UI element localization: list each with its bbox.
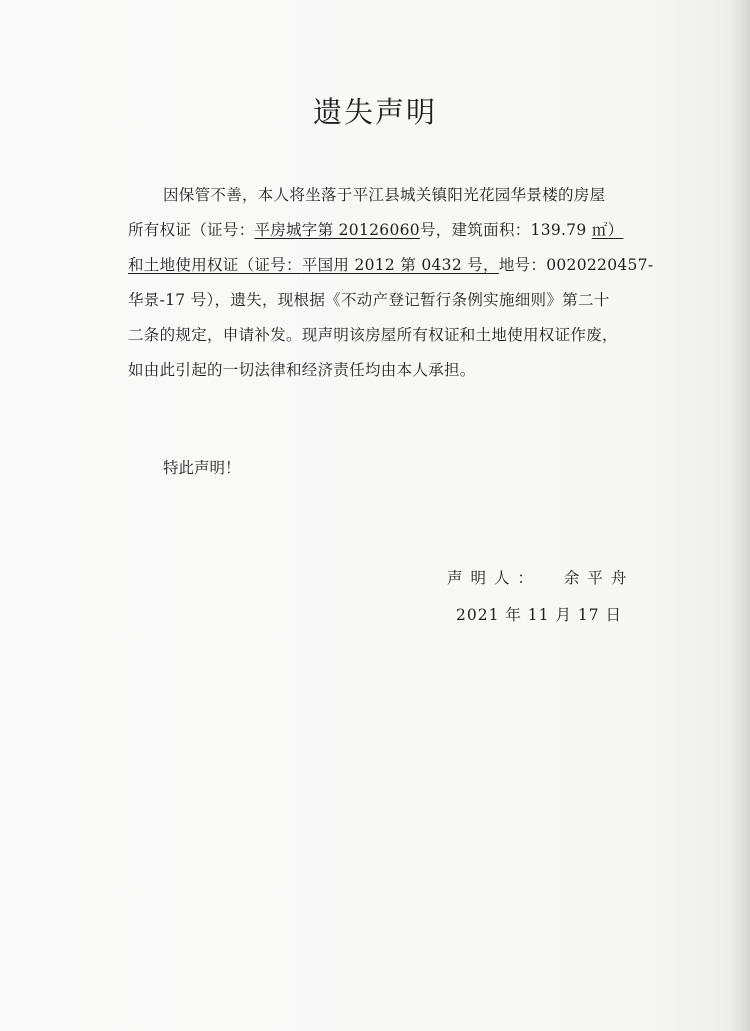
- land-certificate-prefix: 和土地使用权证（证号：: [128, 256, 302, 274]
- body-line-2-prefix: 所有权证（证号：: [128, 221, 255, 239]
- document-title: 遗失声明: [312, 95, 437, 129]
- body-line-6: 如由此引起的一切法律和经济责任均由本人承担。: [128, 361, 476, 379]
- land-certificate-number: 平国用 2012 第 0432 号，: [301, 256, 499, 274]
- land-parcel-number: 地号：0020220457-: [498, 256, 654, 274]
- body-line-4: 华景-17 号），遗失，现根据《不动产登记暂行条例实施细则》第二十: [128, 291, 610, 309]
- document-body: [128, 178, 668, 388]
- body-line-2-area: 号，建筑面积：139.79: [419, 221, 587, 239]
- declaration-date: 2021 年 11 月 17 日: [456, 606, 623, 624]
- declaration-text: 特此声明！: [163, 459, 241, 477]
- body-line-3: [128, 248, 668, 283]
- body-line-5: 二条的规定，申请补发。现声明该房屋所有权证和土地使用权证作废，: [128, 326, 618, 344]
- area-unit: ㎡）: [591, 221, 624, 239]
- signer-line: 声明人： 余平舟: [447, 569, 635, 587]
- house-certificate-number: 平房城字第 20126060: [254, 221, 420, 239]
- body-line-2: [128, 213, 668, 248]
- body-line-1: 因保管不善，本人将坐落于平江县城关镇阳光花园华景楼的房屋: [163, 186, 606, 204]
- page-edge-shadow: [728, 0, 750, 1031]
